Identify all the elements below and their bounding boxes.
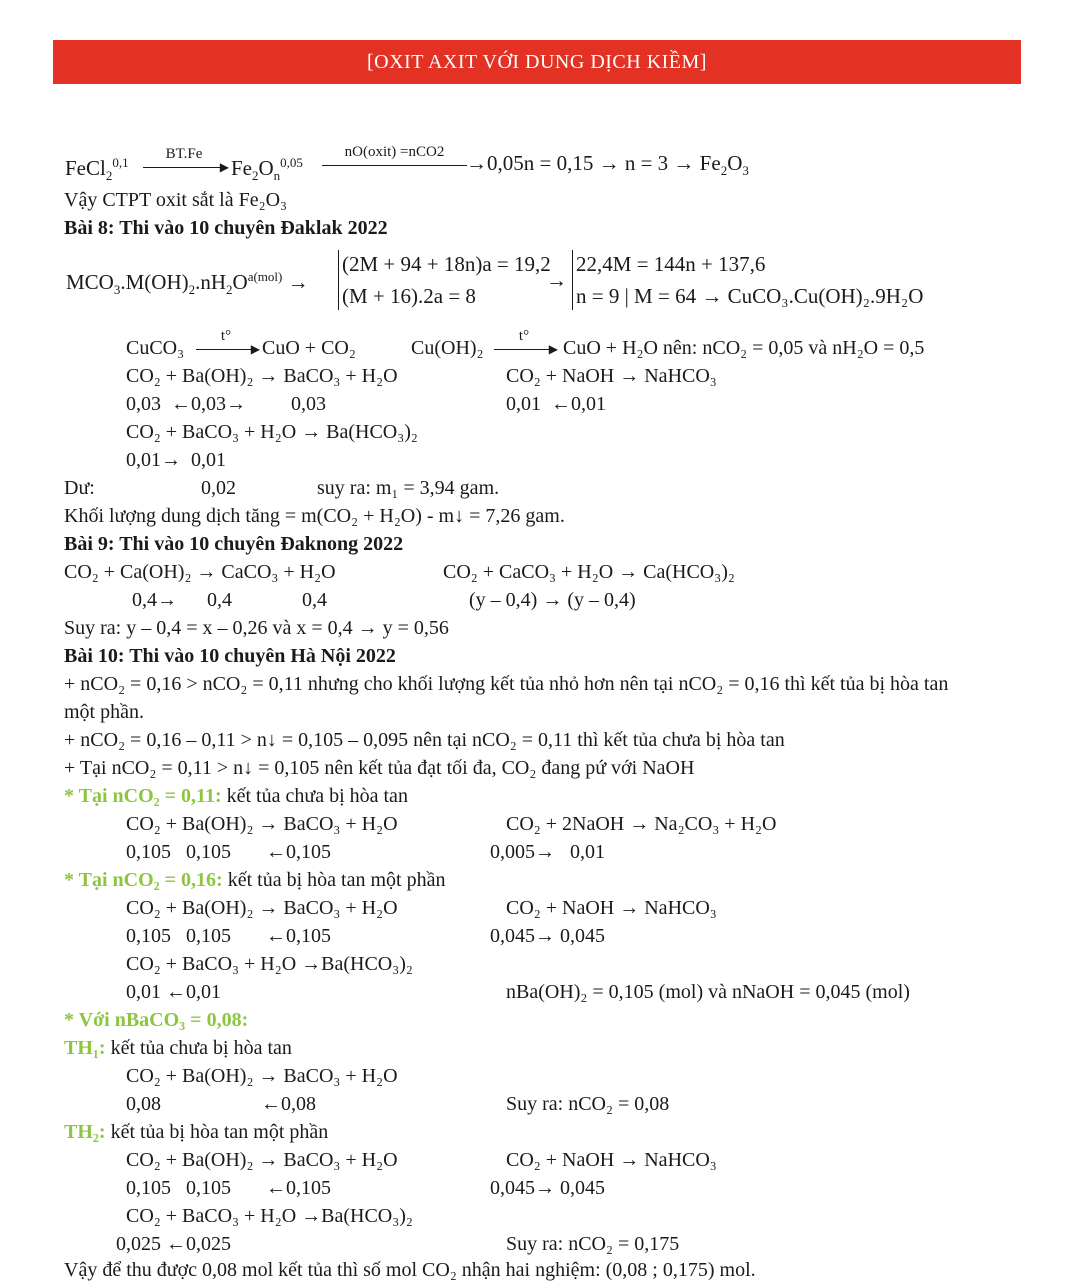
arrow-no-oxit: nO(oxit) =nCO2: [322, 146, 467, 172]
th2-mol-a: 0,105 0,105 ←0,105: [126, 1177, 331, 1199]
case1-mol-b: 0,005→ 0,01: [490, 841, 605, 863]
bai8-eq3b: CO₂ + NaOH → NaHCO₃: [506, 365, 717, 387]
bai8-formula: $MCO_3.M(OH)_2.nH_2O^{a(mol)}$ →: [66, 269, 309, 298]
arrow-bt-fe: BT.Fe ▶: [143, 148, 225, 174]
bai9-mol2b: (y – 0,4) → (y – 0,4): [469, 589, 636, 611]
bai9-mol2: 0,4→ 0,4 0,4: [132, 589, 327, 611]
intermediate-fe2on: $Fe_2O_n^{0,05}$: [231, 155, 303, 184]
th1-result: Suy ra: nCO₂ = 0,08: [506, 1093, 670, 1115]
case2-summary: nBa(OH)₂ = 0,105 (mol) và nNaOH = 0,045 (mol): [506, 981, 910, 1003]
reaction-cuco3-left: CuCO₃: [126, 337, 185, 359]
bai8-mol6: 0,01→ 0,01: [126, 449, 226, 471]
intro-equation: FeCl$_2^{0,1}$: [65, 155, 129, 184]
case1-eq-a: CO₂ + Ba(OH)₂ → BaCO₃ + H₂O: [126, 813, 398, 835]
th1-heading: TH₁: kết tủa chưa bị hòa tan: [64, 1037, 292, 1059]
intro-conclusion: Vậy CTPT oxit sắt là Fe₂O₃: [64, 189, 288, 211]
bai8-eq5: CO₂ + BaCO₃ + H₂O → Ba(HCO₃)₂: [126, 421, 418, 443]
th2-result: Suy ra: nCO₂ = 0,175: [506, 1233, 680, 1255]
case2-eq-a: CO₂ + Ba(OH)₂ → BaCO₃ + H₂O: [126, 897, 398, 919]
th2-mol-c: 0,025 ←0,025: [116, 1233, 231, 1255]
case2-mol-c: 0,01 ←0,01: [126, 981, 221, 1003]
bai8-mass: Khối lượng dung dịch tăng = m(CO₂ + H₂O) - m↓ = 7,26 gam.: [64, 505, 565, 527]
system2-line1: 22,4M = 144n + 137,6: [576, 252, 766, 276]
reaction-cuoh2-left: Cu(OH)₂: [411, 337, 484, 359]
case2-eq-c: CO₂ + BaCO₃ + H₂O →Ba(HCO₃)₂: [126, 953, 413, 975]
bai8-du-label: Dư:: [64, 477, 95, 499]
case2-mol-b: 0,045→ 0,045: [490, 925, 605, 947]
bai8-du-value: 0,02: [201, 477, 236, 499]
bai10-case2-heading: * Tại nCO₂ = 0,16: kết tủa bị hòa tan một phần: [64, 869, 446, 891]
system2-line2: n = 9 | M = 64 → CuCO₃.Cu(OH)₂.9H₂O: [576, 284, 924, 308]
header-title: [OXIT AXIT VỚI DUNG DỊCH KIỀM]: [367, 51, 707, 73]
system-arrow: →: [546, 268, 567, 292]
intro-result: $\to 0,05n = 0,15 \to n = 3 \to Fe_2O_3$: [466, 151, 749, 179]
system-brace-1: [338, 250, 339, 310]
bai10-p1: + nCO₂ = 0,16 > nCO₂ = 0,11 nhưng cho khối lượng kết tủa nhỏ hơn nên tại nCO₂ = 0,16 thì kết tủa bị hòa tan: [64, 673, 949, 695]
th2-eq-c: CO₂ + BaCO₃ + H₂O →Ba(HCO₃)₂: [126, 1205, 413, 1227]
final-conclusion: Vậy để thu được 0,08 mol kết tủa thì số mol CO₂ nhận hai nghiệm: (0,08 ; 0,175) mol.: [64, 1259, 756, 1281]
th2-eq-a: CO₂ + Ba(OH)₂ → BaCO₃ + H₂O: [126, 1149, 398, 1171]
system1-line2: (M + 16).2a = 8: [342, 284, 476, 308]
bai8-du-text: suy ra: m₁ = 3,94 gam.: [317, 477, 500, 499]
case1-mol-a: 0,105 0,105 ←0,105: [126, 841, 331, 863]
bai10-p1b: một phần.: [64, 701, 144, 723]
system-brace-2: [572, 250, 573, 310]
reaction-cuco3-right: CuO + CO₂: [262, 337, 356, 359]
page-header-banner: [53, 40, 1021, 84]
case1-eq-b: CO₂ + 2NaOH → Na₂CO₃ + H₂O: [506, 813, 777, 835]
bai8-mol4: 0,03 ←0,03→ 0,03: [126, 393, 326, 415]
bai10-case3-heading: * Với nBaCO₃ = 0,08:: [64, 1009, 249, 1031]
bai9-eq1: CO₂ + Ca(OH)₂ → CaCO₃ + H₂O: [64, 561, 336, 583]
bai8-mol4b: 0,01 ←0,01: [506, 393, 606, 415]
reactant-fecl2: FeCl: [65, 156, 106, 180]
bai10-title: Bài 10: Thi vào 10 chuyên Hà Nội 2022: [64, 645, 396, 667]
bai10-case1-heading: * Tại nCO₂ = 0,11: kết tủa chưa bị hòa tan: [64, 785, 408, 807]
bai9-result: Suy ra: y – 0,4 = x – 0,26 và x = 0,4 → y = 0,56: [64, 617, 449, 639]
th2-eq-b: CO₂ + NaOH → NaHCO₃: [506, 1149, 717, 1171]
reaction-cuoh2-right: CuO + H₂O nên: nCO₂ = 0,05 và nH₂O = 0,5: [563, 337, 925, 359]
th2-mol-b: 0,045→ 0,045: [490, 1177, 605, 1199]
bai8-title: Bài 8: Thi vào 10 chuyên Đaklak 2022: [64, 217, 388, 239]
bai8-eq3: CO₂ + Ba(OH)₂ → BaCO₃ + H₂O: [126, 365, 398, 387]
system1-line1: (2M + 94 + 18n)a = 19,2: [342, 252, 551, 276]
arrow-heat-1: t° ▶: [196, 330, 256, 356]
bai9-eq1b: CO₂ + CaCO₃ + H₂O → Ca(HCO₃)₂: [443, 561, 735, 583]
th1-mol: 0,08 ←0,08: [126, 1093, 316, 1115]
bai10-p2: + nCO₂ = 0,16 – 0,11 > n↓ = 0,105 – 0,095 nên tại nCO₂ = 0,11 thì kết tủa chưa bị hòa tan: [64, 729, 785, 751]
th2-heading: TH₂: kết tủa bị hòa tan một phần: [64, 1121, 329, 1143]
case2-eq-b: CO₂ + NaOH → NaHCO₃: [506, 897, 717, 919]
th1-eq: CO₂ + Ba(OH)₂ → BaCO₃ + H₂O: [126, 1065, 398, 1087]
bai10-p3: + Tại nCO₂ = 0,11 > n↓ = 0,105 nên kết tủa đạt tối đa, CO₂ đang pứ với NaOH: [64, 757, 695, 779]
arrow-heat-2: t° ▶: [494, 330, 554, 356]
bai9-title: Bài 9: Thi vào 10 chuyên Đaknong 2022: [64, 533, 404, 555]
case2-mol-a: 0,105 0,105 ←0,105: [126, 925, 331, 947]
